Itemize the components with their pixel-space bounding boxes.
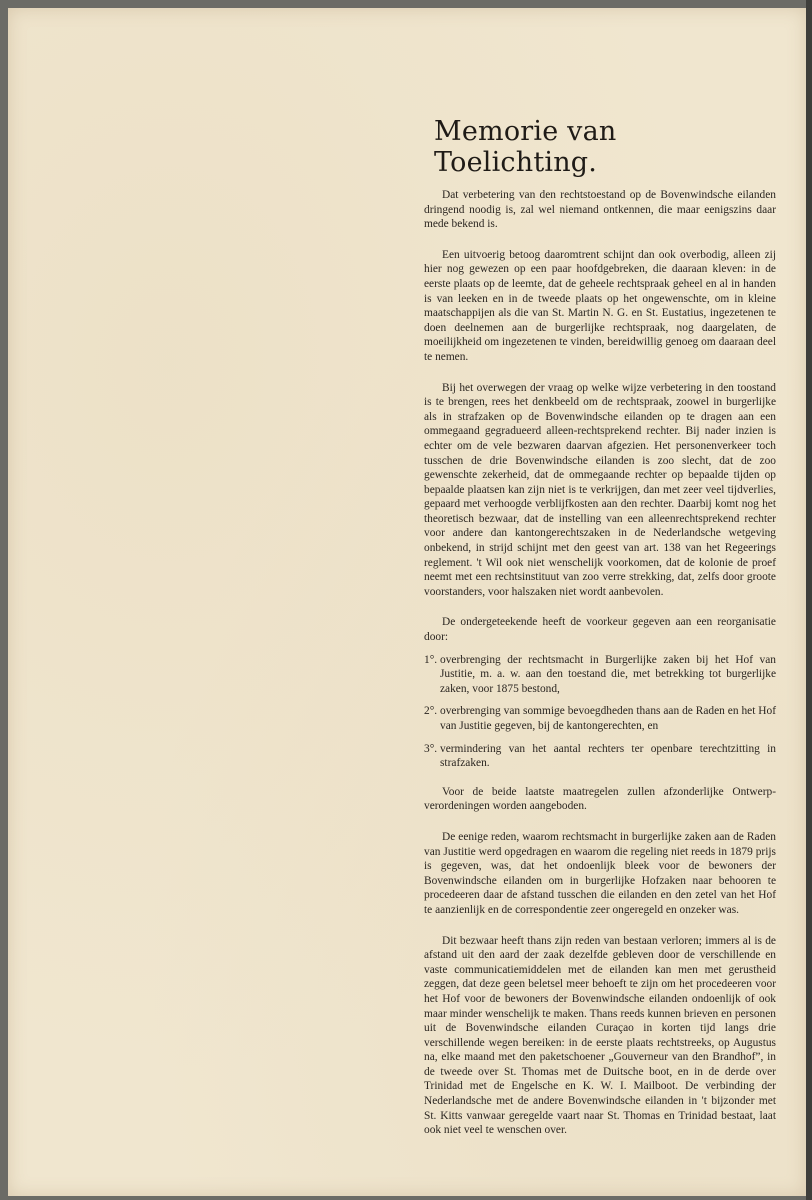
list-number: 2°. — [424, 705, 438, 718]
list-item — [424, 742, 776, 771]
document-title: Memorie van Toelichting. — [434, 116, 617, 178]
list-item — [424, 704, 776, 733]
list-text: overbrenging der rechtsmacht in Burgerlijke zaken bij het Hof van Justitie, m. a. w. aan den toestand die, met betrekking tot burgerlijke zaken, voor 1875 bestond, — [440, 653, 776, 695]
list-number: 1°. — [424, 653, 438, 666]
paragraph: De eenige reden, waarom rechtsmacht in burgerlijke zaken aan de Raden van Justitie werd opgedragen en waarom die regeling niet reeds in 1879 prijs is gegeven, was, dat het ondoenlijk bleek voor de bewoners der Bovenwindsche eilanden om in burgerlijke Hofzaken naar behooren te procedeeren daar de afstand tusschen die eilanden en den zetel van het Hof te aanzienlijk en de correspondentie zeer ongeregeld en onzeker was. — [424, 830, 776, 916]
numbered-list — [424, 653, 776, 771]
list-text: overbrenging van sommige bevoegdheden thans aan de Raden en het Hof van Justitie gegeven, bij de kantongerechten, en — [440, 705, 776, 732]
list-text: vermindering van het aantal rechters ter openbare terechtzitting in strafzaken. — [440, 742, 776, 770]
paragraph: Dit bezwaar heeft thans zijn reden van bestaan verloren; immers al is de afstand uit den aard der zaak dezelfde gebleven door de verschillende en vaste communicatiemiddelen met de eilanden kan men met gerustheid zeggen, dat deze geen beletsel meer behoeft te zijn om het procedeeren voor het Hof voor de bewoners der Bovenwindsche eilanden ondoenlijk of ook maar minder wenschelijk te maken. Thans reeds kunnen brieven en personen uit de Bovenwindsche eilanden Curaçao in korten tijd langs drie verschillende wegen bereiken: in de eerste plaats rechtstreeks, op Augustus na, elke maand met den paketschoener „Gouverneur van den Brandhof”, in de tweede over St. Thomas met de Duitsche boot, en in de derde over Trinidad met de Engelsche en K. W. I. Mailboot. De verbinding der Nederlandsche met de andere Bovenwindsche eilanden in 't bijzonder met St. Kitts vanwaar geregelde vaart naar St. Thomas en Trinidad bestaat, laat ook niet veel te wenschen over. — [424, 934, 776, 1137]
text-column — [424, 116, 776, 1154]
list-number: 3°. — [424, 742, 438, 755]
paragraph: Bij het overwegen der vraag op welke wijze verbetering in den toostand is te brengen, rees het denkbeeld om de rechtspraak, zoowel in burgerlijke als in strafzaken op de Bovenwindsche eilanden op te dragen aan een ommegaand gegradueerd alleen-rechtsprekend rechter. Bij nader inzien is echter om de vele bezwaren daarvan afgezien. Het personenverkeer toch tusschen de drie Bovenwindsche eilanden is zoo slecht, dat de zoo gewenschte zekerheid, dat de ommegaande rechter op bepaalde tijden op bepaalde plaatsen kan zijn niet is te verkrijgen, dan met zeer veel tijdverlies, gepaard met verhoogde verblijfkosten aan den rechter. Daarbij komt nog het theoretisch bezwaar, dat de instelling van een alleenrechtsprekend rechter voor andere dan kantongerechtszaken in de Nederlandsche wetgeving onbekend, in strijd schijnt met den geest van art. 138 van het Regeerings reglement. 't Wil ook niet wenschelijk voorkomen, dat de kolonie de proef neemt met een rechtsinstituut van zoo verre strekking, dat, zelfs door groote voorstanders, voor halszaken niet wordt aanbevolen. — [424, 381, 776, 598]
paragraph: Voor de beide laatste maatregelen zullen afzonderlijke Ontwerp-verordeningen worden aangeboden. — [424, 785, 776, 813]
document-page — [8, 8, 806, 1196]
paragraph: Een uitvoerig betoog daaromtrent schijnt dan ook overbodig, alleen zij hier nog gewezen op een paar hoofdgebreken, die daaraan kleven: in de eerste plaats op de leemte, dat de geheele rechtspraak geheel en al in handen is van leeken en in de tweede plaats op het ongewenschte, om in kleine maatschappijen als die van St. Martin N. G. en St. Eustatius, ingezetenen te doen deelnemen aan de burgerlijke rechtspraak, nog daargelaten, de moeilijkheid om ingezetenen te vinden, bereidwillig genoeg om daaraan deel te nemen. — [424, 248, 776, 363]
paragraph: Dat verbetering van den rechtstoestand op de Bovenwindsche eilanden dringend noodig is, zal wel niemand ontkennen, die maar eenigszins daar mede bekend is. — [424, 189, 776, 231]
scan-edge-shadow — [806, 0, 812, 1200]
list-item — [424, 653, 776, 697]
paragraph: De ondergeteekende heeft de voorkeur gegeven aan een reorganisatie door: — [424, 616, 776, 644]
